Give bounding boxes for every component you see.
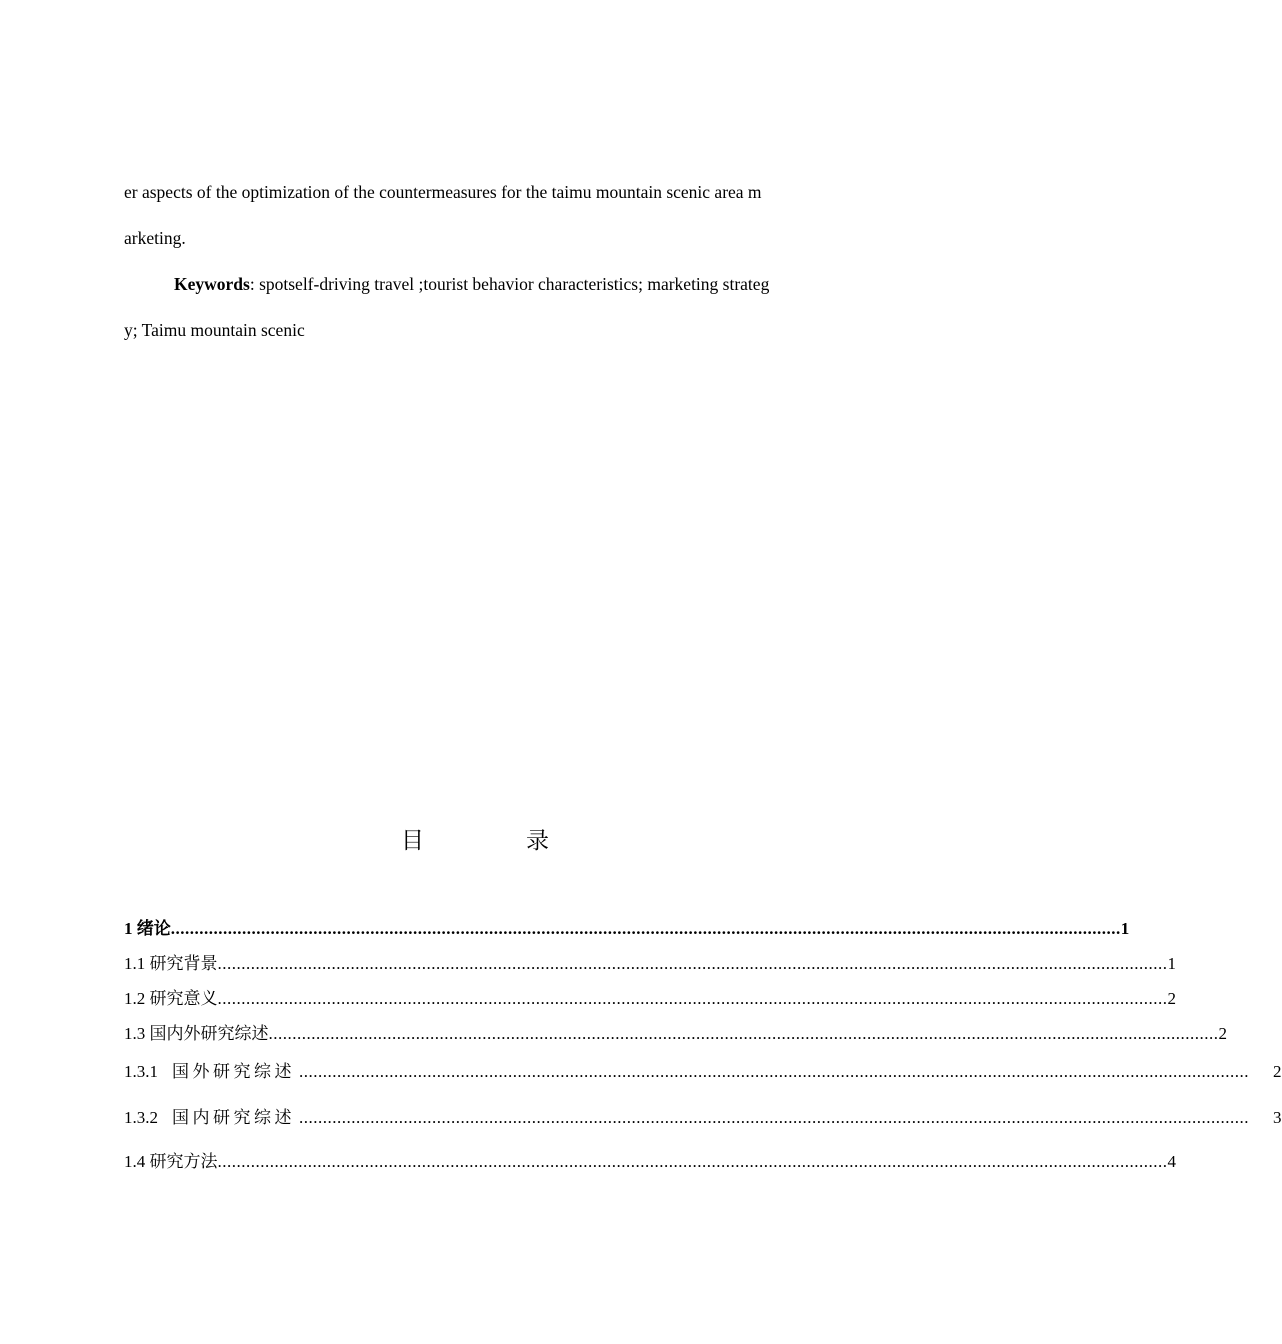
toc-title-char-1: 目 xyxy=(401,828,424,854)
toc-entry-page: 1 xyxy=(1167,954,1176,973)
toc-entry-label: 国外研究综述 xyxy=(172,1062,295,1081)
keywords-text-1: : spotself-driving travel ;tourist behavior characteristics; marketing strateg xyxy=(249,274,770,294)
toc-entry-label: 国内研究综述 xyxy=(172,1108,295,1127)
toc-entry[interactable] xyxy=(124,1107,1282,1129)
abstract-line-1: er aspects of the optimization of the countermeasures for the taimu mountain scenic area m xyxy=(124,182,762,202)
toc-leader-dots: ........................................................................................................................................................................................................ xyxy=(170,919,1121,938)
toc-entry[interactable] xyxy=(124,918,1130,940)
toc-entry-page: 2 xyxy=(1218,1024,1227,1043)
toc-entry-page: 2 xyxy=(1167,989,1176,1008)
toc-entry-page: 3 xyxy=(1273,1108,1282,1127)
toc-entry[interactable] xyxy=(124,1023,1227,1045)
toc-leader-dots: ........................................................................................................................................................................................................ xyxy=(217,989,1168,1008)
toc-entry-page: 2 xyxy=(1273,1062,1282,1081)
toc-entry-page: 1 xyxy=(1120,919,1130,938)
toc-entry-page: 4 xyxy=(1167,1152,1176,1171)
toc-title-char-2: 录 xyxy=(526,828,549,854)
toc-entry[interactable] xyxy=(124,1151,1176,1173)
toc-title xyxy=(0,826,950,856)
toc-entry-label: 1.1 研究背景 xyxy=(124,954,218,973)
toc-entry-label: 1.4 研究方法 xyxy=(124,1152,218,1171)
toc-entry[interactable] xyxy=(124,988,1176,1010)
toc-leader-dots: ........................................................................................................................................................................................................ xyxy=(217,954,1168,973)
toc-leader-dots: ........................................................................................................................................................................................................ xyxy=(268,1024,1219,1043)
toc-leader-dots: ........................................................................................................................................................................................................ xyxy=(299,1062,1249,1081)
keywords-label: Keywords xyxy=(174,274,250,294)
toc-leader-dots: ........................................................................................................................................................................................................ xyxy=(299,1108,1249,1127)
keywords-line-2: y; Taimu mountain scenic xyxy=(124,320,305,340)
toc-entry-number: 1.3.2 xyxy=(124,1108,158,1127)
toc-entry-label: 1.2 研究意义 xyxy=(124,989,218,1008)
toc-entry-label: 1 绪论 xyxy=(124,919,171,938)
keywords-line-1 xyxy=(174,273,769,295)
toc-entry[interactable] xyxy=(124,1061,1282,1083)
toc-entry-number: 1.3.1 xyxy=(124,1062,158,1081)
toc-entry-label: 1.3 国内外研究综述 xyxy=(124,1024,269,1043)
toc-leader-dots: ........................................................................................................................................................................................................ xyxy=(217,1152,1168,1171)
abstract-line-2: arketing. xyxy=(124,228,186,248)
toc-entry[interactable] xyxy=(124,953,1176,975)
